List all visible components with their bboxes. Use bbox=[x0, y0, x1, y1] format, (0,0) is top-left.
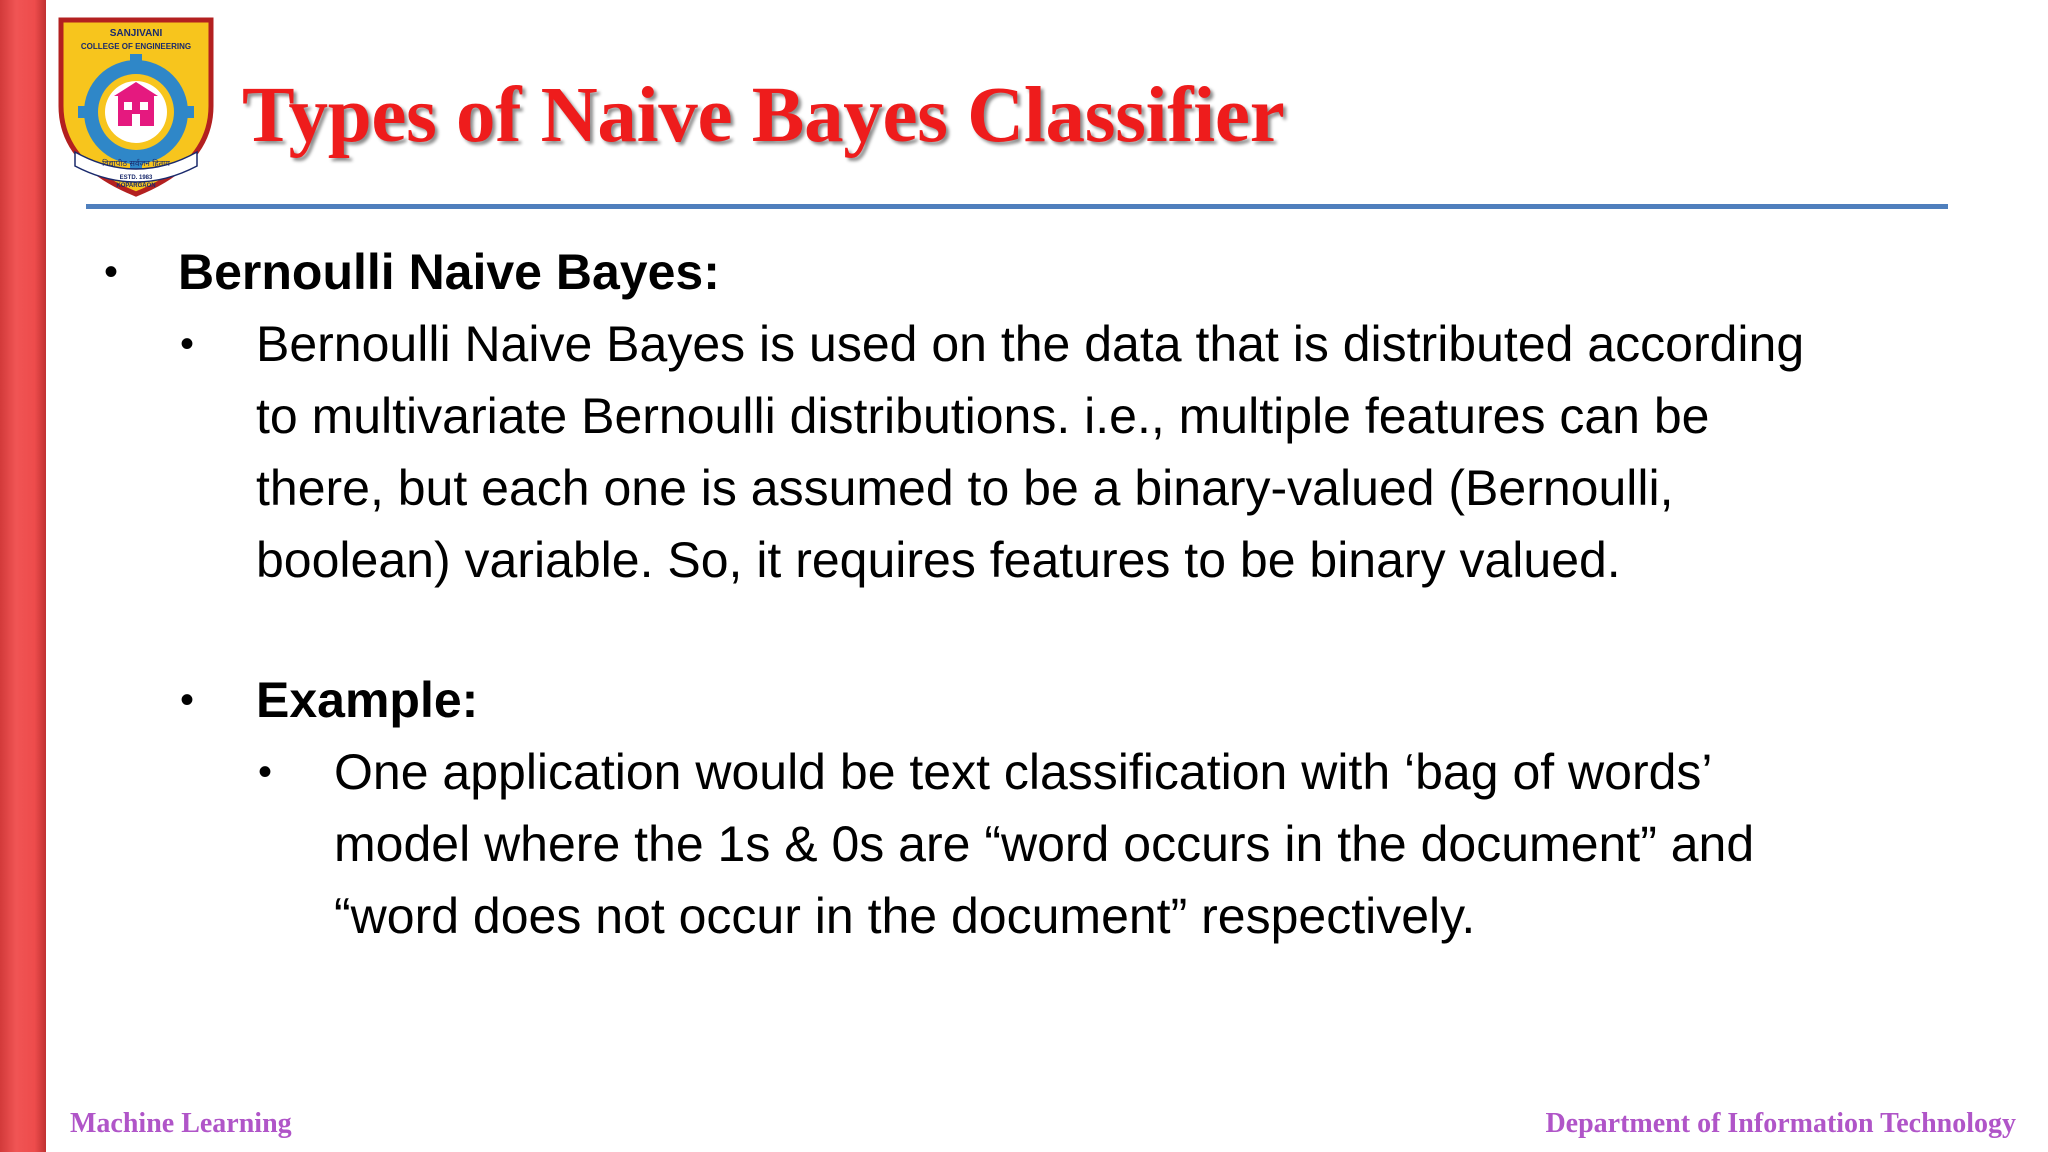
body-line: to multivariate Bernoulli distributions. i.e., multiple features can be bbox=[256, 388, 1710, 444]
college-logo bbox=[55, 14, 217, 198]
footer-course-name: Machine Learning bbox=[70, 1108, 292, 1139]
bullet-marker: • bbox=[180, 322, 195, 366]
bullet-marker: • bbox=[104, 250, 119, 294]
body-line: Bernoulli Naive Bayes is used on the data that is distributed according bbox=[256, 316, 1805, 372]
slide-title: Types of Naive Bayes Classifier bbox=[242, 72, 1285, 159]
svg-text:ESTD. 1983: ESTD. 1983 bbox=[119, 175, 153, 181]
svg-text:विद्यापीठ सर्वजन हिताय: विद्यापीठ सर्वजन हिताय bbox=[102, 159, 170, 168]
side-accent-bar bbox=[0, 0, 46, 1152]
body-line: One application would be text classification with ‘bag of words’ bbox=[334, 744, 1713, 800]
footer-department: Department of Information Technology bbox=[1545, 1108, 2016, 1139]
body-line: model where the 1s & 0s are “word occurs in the document” and bbox=[334, 816, 1755, 872]
body-line: boolean) variable. So, it requires features to be binary valued. bbox=[256, 532, 1621, 588]
body-line: there, but each one is assumed to be a binary-valued (Bernoulli, bbox=[256, 460, 1674, 516]
body-line: “word does not occur in the document” respectively. bbox=[334, 888, 1476, 944]
section-heading-example: Example: bbox=[256, 672, 479, 728]
svg-text:SANJIVANI: SANJIVANI bbox=[109, 28, 163, 39]
svg-text:KOPARGAON: KOPARGAON bbox=[116, 183, 156, 189]
svg-text:COLLEGE OF ENGINEERING: COLLEGE OF ENGINEERING bbox=[80, 42, 192, 51]
title-divider bbox=[86, 204, 1948, 209]
bullet-marker: • bbox=[180, 678, 195, 722]
bullet-marker: • bbox=[258, 750, 273, 794]
section-heading-bernoulli: Bernoulli Naive Bayes: bbox=[178, 244, 720, 300]
